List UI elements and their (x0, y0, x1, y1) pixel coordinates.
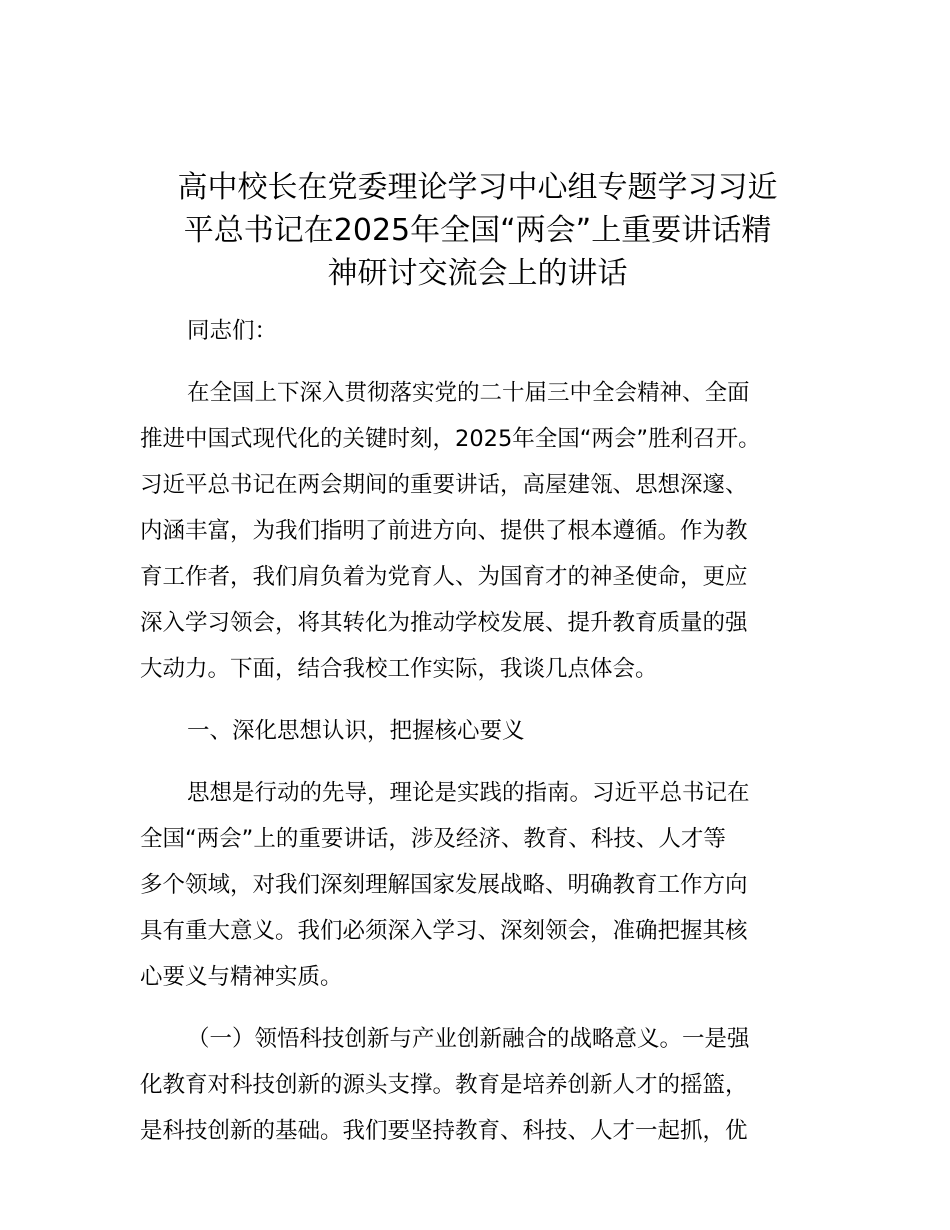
text-line: 心要义与精神实质。 (140, 964, 343, 990)
paragraph-intro (140, 370, 815, 692)
paragraph-subsection-one (140, 1016, 815, 1154)
text-line: 全国“两会”上的重要讲话，涉及经济、教育、科技、人才等 (140, 826, 726, 852)
text-line: 深入学习领会，将其转化为推动学校发展、提升教育质量的强 (140, 610, 748, 636)
text-line: 内涵丰富，为我们指明了前进方向、提供了根本遵循。作为教 (140, 518, 748, 544)
title-line: 高中校长在党委理论学习中心组专题学习习近 (177, 170, 778, 205)
text-line: 推进中国式现代化的关键时刻，2025年全国“两会”胜利召开。 (140, 426, 761, 452)
text-line: 多个领域，对我们深刻理解国家发展战略、明确教育工作方向 (140, 872, 748, 898)
text-line: （一）领悟科技创新与产业创新融合的战略意义。一是强 (187, 1026, 750, 1052)
document-title (140, 166, 815, 295)
text-line: 大动力。下面，结合我校工作实际，我谈几点体会。 (140, 656, 658, 682)
title-line: 神研讨交流会上的讲话 (327, 256, 628, 291)
salutation: 同志们： (187, 318, 278, 344)
text-line: 化教育对科技创新的源头支撑。教育是培养创新人才的摇篮， (140, 1072, 748, 1098)
text-line: 习近平总书记在两会期间的重要讲话，高屋建瓴、思想深邃、 (140, 472, 748, 498)
heading-line: 一、深化思想认识，把握核心要义 (187, 718, 525, 744)
text-line: 思想是行动的先导，理论是实践的指南。习近平总书记在 (187, 780, 750, 806)
document-body (140, 308, 815, 1154)
text-line: 是科技创新的基础。我们要坚持教育、科技、人才一起抓，优 (140, 1118, 748, 1144)
text-line: 具有重大意义。我们必须深入学习、深刻领会，准确把握其核 (140, 918, 748, 944)
title-line: 平总书记在2025年全国“两会”上重要讲话精 (183, 213, 772, 248)
text-line: 育工作者，我们肩负着为党育人、为国育才的神圣使命，更应 (140, 564, 748, 590)
section-heading (140, 708, 815, 754)
text-line: 在全国上下深入贯彻落实党的二十届三中全会精神、全面 (187, 380, 750, 406)
paragraph-section-one (140, 770, 815, 1000)
